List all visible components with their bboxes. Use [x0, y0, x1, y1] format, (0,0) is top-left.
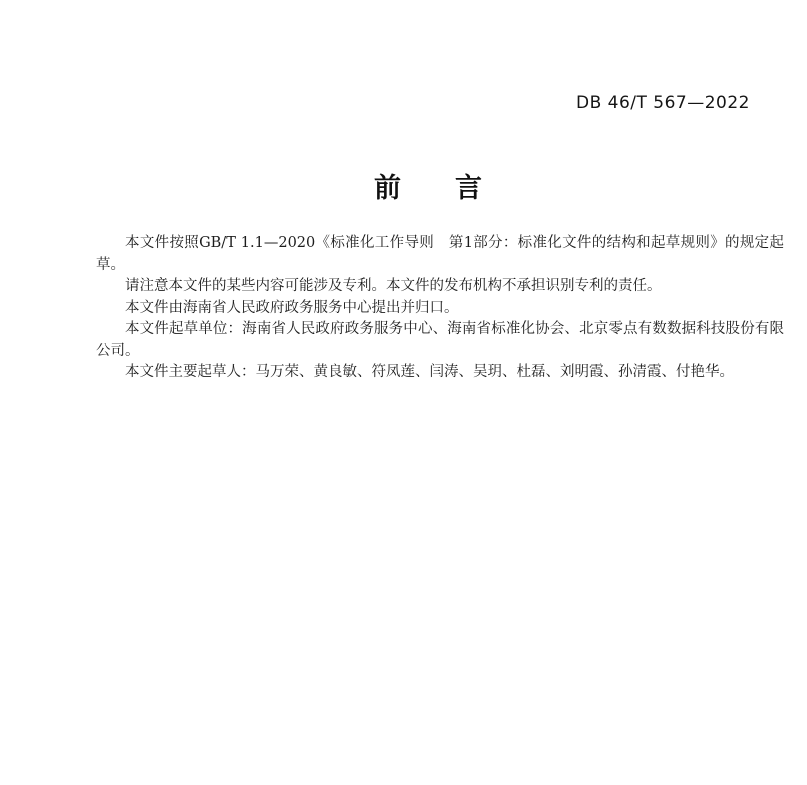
paragraph-main-drafters: 本文件主要起草人：马万荣、黄良敏、符凤莲、闫涛、吴玥、杜磊、刘明霞、孙清霞、付艳华。	[125, 364, 734, 380]
page-title: 前 言	[374, 173, 482, 204]
paragraph-drafting-basis: 本文件按照GB/T 1.1—2020《标准化工作导则 第1部分：标准化文件的结构和起草规则》的规定起草。	[96, 235, 784, 273]
foreword-body	[96, 233, 784, 384]
standard-number-header: DB 46/T 567—2022	[575, 93, 750, 113]
paragraph-drafting-organizations: 本文件起草单位：海南省人民政府政务服务中心、海南省标准化协会、北京零点有数数据科技股份有限公司。	[96, 321, 784, 359]
paragraph-proposing-body: 本文件由海南省人民政府政务服务中心提出并归口。	[125, 299, 459, 316]
paragraph-patent-notice: 请注意本文件的某些内容可能涉及专利。本文件的发布机构不承担识别专利的责任。	[125, 278, 662, 294]
